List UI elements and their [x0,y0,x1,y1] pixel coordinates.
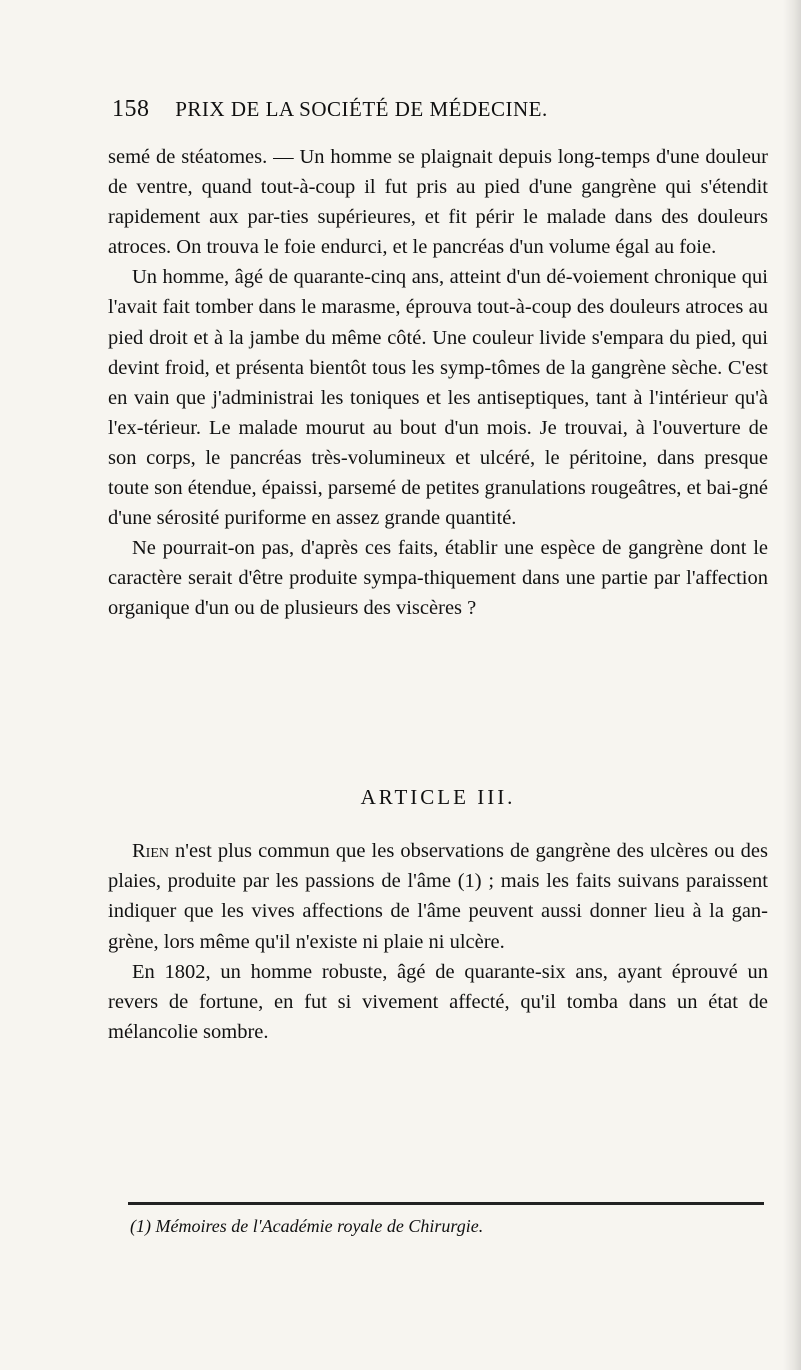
footnote: (1) Mémoires de l'Académie royale de Chirurgie. [130,1216,484,1236]
footnote-rule [128,1202,764,1205]
paragraph: En 1802, un homme robuste, âgé de quarante-six ans, ayant éprouvé un revers de fortune, en fut si vivement affecté, qu'il tomba dans un état de mélancolie sombre. [108,960,768,1044]
drop-word: Rien [132,840,169,862]
paragraph [108,836,768,957]
body-text-top [108,142,768,624]
page-number: 158 [112,96,150,122]
body-text-bottom [108,836,768,1047]
paragraph-text: n'est plus commun que les observations de gangrène des ulcères ou des plaies, produite par les passions de l'âme (1) ; mais les faits suivans paraissent indiquer que les vives affections de l'âme peuvent aussi donner lieu à la gan-grène, lors même qu'il n'existe ni plaie ni ulcère. [108,840,768,953]
paragraph: semé de stéatomes. — Un homme se plaignait depuis long-temps d'une douleur de ventre, quand tout-à-coup il fut pris au pied d'une gangrène qui s'étendit rapidement aux par-ties supérieures, et fit périr le malade dans des douleurs atroces. On trouva le foie endurci, et le pancréas d'un volume égal au foie. [108,146,768,259]
running-title: PRIX DE LA SOCIÉTÉ DE MÉDECINE. [175,97,548,121]
page-header [112,96,752,123]
article-heading: ARTICLE III. [360,785,516,809]
paragraph: Ne pourrait-on pas, d'après ces faits, établir une espèce de gangrène dont le caractère serait d'être produite sympa-thiquement dans une partie par l'affection organique d'un ou de plusieurs des viscères ? [108,537,768,620]
page-edge-shadow [783,0,801,1370]
paragraph: Un homme, âgé de quarante-cinq ans, atteint d'un dé-voiement chronique qui l'avait fait tomber dans le marasme, éprouva tout-à-coup des douleurs atroces au pied droit et à la jambe du même côté. Une couleur livide s'empara du pied, qui devint froid, et présenta bientôt tous les symp-tômes de la gangrène sèche. C'est en vain que j'administrai les toniques et les antiseptiques, tant à l'intérieur qu'à l'ex-térieur. Le malade mourut au bout d'un mois. Je trouvai, à l'ouverture de son corps, le pancréas très-volumineux et ulcéré, le péritoine, dans presque toute son étendue, épaissi, parsemé de petites granulations rougeâtres, et bai-gné d'une sérosité puriforme en assez grande quantité. [108,266,768,530]
